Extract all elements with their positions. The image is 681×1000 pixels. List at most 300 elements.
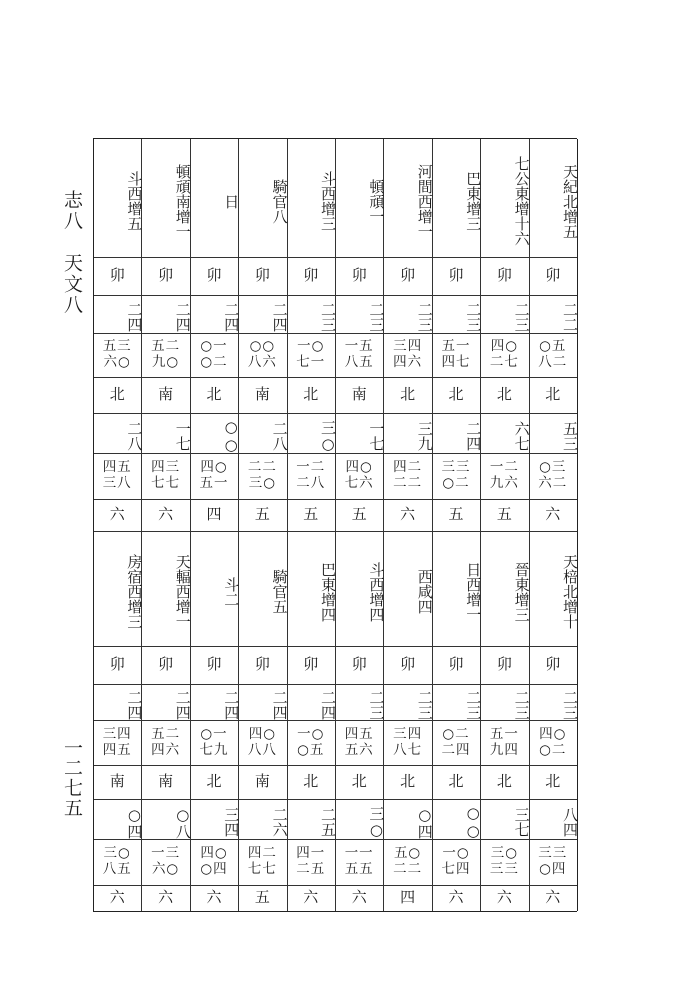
cell-dir-text: 北 (303, 772, 319, 791)
cell-time (335, 257, 383, 295)
cell-mag-text: 六 (158, 888, 174, 907)
cell-mag (335, 885, 383, 911)
cell-star (529, 139, 577, 257)
cell-min-line: 九四 (489, 741, 519, 758)
cell-lat-min (529, 453, 577, 499)
cell-deg (287, 684, 335, 720)
cell-star (383, 531, 434, 646)
cell-deg-text: 二四 (318, 690, 337, 720)
cell-star-text: 西咸四 (415, 569, 434, 614)
cell-star-text: 斗西增四 (367, 561, 386, 622)
cell-deg-text: 二四 (125, 302, 144, 332)
cell-time (93, 257, 141, 295)
cell-min-line: 一五 (344, 338, 374, 355)
cell-lat-deg-text: 二五 (318, 807, 337, 837)
cell-dir (238, 765, 286, 799)
cell-mag-text: 六 (400, 505, 416, 524)
cell-lat-deg (480, 413, 531, 453)
cell-min (141, 333, 189, 377)
cell-time (141, 257, 189, 295)
cell-min-line: ○一 (200, 338, 228, 355)
cell-deg-text: 二三 (560, 690, 579, 720)
cell-lat-deg-text: 八四 (560, 807, 579, 837)
cell-lat-min-line: 一二 (296, 459, 326, 476)
cell-lat-min-line: 三三 (489, 861, 519, 877)
cell-min (190, 333, 238, 377)
cell-deg-text: 二三 (367, 302, 386, 332)
cell-dir (383, 765, 431, 799)
cell-star (238, 139, 289, 257)
cell-min-line: 五二 (151, 725, 181, 742)
cell-lat-deg-text: 六七 (512, 421, 531, 451)
cell-time-text: 卯 (158, 655, 174, 674)
cell-mag-text: 六 (545, 888, 561, 907)
cell-min-line: 九○ (151, 354, 180, 370)
cell-dir (432, 377, 480, 413)
cell-deg-text: 二三 (512, 302, 531, 332)
cell-deg-text: 二四 (173, 690, 192, 720)
cell-min (529, 720, 577, 765)
cell-star-text: 河間西增一 (415, 163, 434, 239)
cell-min (190, 720, 238, 765)
cell-dir-text: 北 (206, 772, 222, 791)
cell-lat-deg-text: 二八 (270, 421, 289, 451)
cell-star-text: 斗西增五 (125, 171, 144, 231)
cell-mag-text: 五 (448, 505, 464, 524)
cell-dir-text: 北 (400, 385, 416, 404)
cell-time-text: 卯 (254, 266, 270, 285)
cell-lat-min (529, 839, 577, 885)
cell-deg (480, 295, 531, 333)
cell-lat-deg-text: 二四 (464, 421, 483, 451)
cell-deg-text: 二四 (270, 690, 289, 720)
cell-min-line: 八五 (344, 354, 374, 370)
cell-deg (238, 295, 289, 333)
cell-time (238, 257, 286, 295)
cell-min (141, 720, 189, 765)
cell-lat-deg-text: 三九 (415, 421, 434, 451)
cell-deg-text: 二三 (512, 690, 531, 720)
cell-mag-text: 六 (109, 888, 125, 907)
cell-lat-min-line: 一三 (151, 845, 181, 862)
cell-dir-text: 北 (206, 385, 222, 404)
cell-lat-min (335, 453, 383, 499)
cell-min-line: 四五 (344, 725, 374, 742)
cell-lat-deg-text: ○○ (222, 418, 241, 454)
cell-star (190, 139, 241, 257)
cell-mag-text: 六 (158, 505, 174, 524)
cell-star (432, 531, 483, 646)
cell-mag-text: 六 (448, 888, 464, 907)
cell-time-text: 卯 (545, 266, 561, 285)
cell-time (529, 646, 577, 684)
cell-deg (287, 295, 335, 333)
cell-min-line: 二七 (489, 354, 519, 370)
cell-star-text: 天紀北增五 (560, 163, 579, 239)
cell-lat-deg (480, 799, 531, 839)
cell-min-line: 五二 (151, 338, 181, 355)
cell-time-text: 卯 (303, 655, 319, 674)
cell-lat-min-line: 四一 (296, 845, 326, 862)
page-number: 一二七五 (61, 738, 83, 818)
cell-star-text: 斗西增三 (318, 171, 337, 231)
column-divider (577, 139, 578, 911)
cell-dir-text: 南 (109, 772, 125, 791)
cell-lat-deg (335, 413, 386, 453)
cell-mag-text: 四 (206, 505, 222, 524)
cell-min (383, 720, 431, 765)
cell-star (141, 139, 192, 257)
cell-min (335, 720, 383, 765)
cell-deg (383, 295, 434, 333)
cell-dir (141, 765, 189, 799)
cell-lat-min-line: 四二 (393, 459, 423, 476)
cell-mag (287, 499, 335, 531)
cell-dir-text: 南 (351, 385, 367, 404)
cell-min-line: 六○ (103, 354, 131, 370)
cell-lat-deg-text: ○四 (125, 805, 144, 839)
cell-deg-text: 二四 (173, 302, 192, 332)
cell-star (480, 531, 531, 646)
chapter-title: 志八 天文八 (61, 190, 83, 316)
cell-star-text: 天輻西增一 (173, 554, 192, 629)
cell-lat-min-line: 二二 (247, 459, 277, 476)
cell-lat-deg-text: ○○ (464, 804, 483, 840)
cell-time-text: 卯 (206, 655, 222, 674)
cell-star (383, 139, 434, 257)
cell-mag-text: 五 (303, 505, 319, 524)
cell-deg (238, 684, 289, 720)
cell-lat-min (335, 839, 383, 885)
cell-mag (93, 499, 141, 531)
cell-lat-min-line: ○二 (442, 475, 470, 491)
cell-lat-min-line: 五一 (199, 475, 229, 491)
cell-deg (529, 684, 577, 720)
cell-star (287, 139, 335, 257)
cell-deg-text: 二三 (318, 302, 337, 332)
cell-time (287, 257, 335, 295)
cell-min-line: 五一 (441, 338, 471, 355)
cell-time-text: 卯 (496, 266, 512, 285)
cell-time (190, 646, 238, 684)
cell-time (141, 646, 189, 684)
cell-time-text: 卯 (351, 655, 367, 674)
cell-lat-min-line: 三三 (538, 845, 568, 862)
cell-lat-deg (383, 799, 434, 839)
cell-mag-text: 四 (400, 888, 416, 907)
cell-mag (238, 499, 286, 531)
cell-lat-deg-text: 三七 (512, 807, 531, 837)
cell-min-line: ○一 (200, 725, 228, 742)
cell-star-text: 巴東增四 (318, 561, 337, 622)
cell-min (432, 333, 480, 377)
cell-deg (432, 295, 483, 333)
cell-star (93, 139, 144, 257)
cell-star-text: 頓頑一 (367, 178, 386, 224)
cell-min-line: 八八 (247, 741, 277, 758)
cell-dir-text: 北 (303, 385, 319, 404)
cell-lat-deg (93, 413, 144, 453)
cell-mag (335, 499, 383, 531)
cell-lat-deg (383, 413, 434, 453)
cell-time-text: 卯 (545, 655, 561, 674)
cell-min-line: 四○ (490, 338, 519, 355)
cell-lat-deg-text: 一七 (173, 421, 192, 451)
cell-mag-text: 五 (254, 888, 270, 907)
cell-dir (287, 765, 335, 799)
cell-lat-min-line: 四二 (247, 845, 277, 862)
cell-mag (287, 885, 335, 911)
cell-star-text: 七公東增十六 (512, 156, 531, 246)
cell-lat-min (287, 453, 335, 499)
cell-star (190, 531, 241, 646)
cell-lat-min-line: 二八 (296, 475, 326, 491)
cell-time-text: 卯 (351, 266, 367, 285)
cell-mag (141, 499, 189, 531)
cell-time-text: 卯 (496, 655, 512, 674)
cell-min-line: 四○ (248, 725, 277, 742)
cell-deg-text: 二三 (415, 302, 434, 332)
cell-time-text: 卯 (109, 655, 125, 674)
cell-deg (480, 684, 531, 720)
cell-lat-min-line: 七六 (344, 475, 374, 491)
cell-mag-text: 六 (303, 888, 319, 907)
cell-dir-text: 北 (496, 772, 512, 791)
cell-lat-min-line: 二五 (296, 861, 326, 877)
cell-lat-min-line: 五○ (393, 845, 422, 862)
cell-dir (335, 765, 383, 799)
cell-mag (480, 885, 528, 911)
cell-min-line: 八六 (247, 354, 277, 370)
cell-lat-min (190, 453, 238, 499)
cell-lat-min-line: 八五 (102, 861, 132, 877)
cell-mag (480, 499, 528, 531)
cell-mag (141, 885, 189, 911)
cell-lat-min-line: 四○ (200, 459, 228, 476)
cell-dir (238, 377, 286, 413)
cell-mag (529, 499, 577, 531)
cell-min (383, 333, 431, 377)
cell-star-text: 晉東增三 (512, 561, 531, 622)
cell-min-line: 四六 (151, 741, 181, 758)
cell-lat-min-line: 三三 (441, 459, 471, 476)
cell-lat-min-line: 二二 (393, 861, 423, 877)
cell-lat-min-line: ○三 (539, 459, 567, 476)
cell-time (383, 257, 431, 295)
cell-time-text: 卯 (448, 266, 464, 285)
cell-mag (383, 885, 431, 911)
cell-mag-text: 六 (109, 505, 125, 524)
cell-dir (480, 377, 528, 413)
cell-time (480, 257, 528, 295)
cell-min-line: 三四 (393, 338, 423, 355)
cell-min-line: 四○ (539, 725, 567, 742)
cell-dir (529, 765, 577, 799)
cell-deg-text: 二四 (222, 302, 241, 332)
cell-lat-min (141, 839, 189, 885)
cell-mag-text: 五 (496, 505, 512, 524)
cell-star (432, 139, 483, 257)
cell-deg (529, 295, 577, 333)
cell-lat-min (480, 839, 528, 885)
cell-dir-text: 北 (448, 772, 464, 791)
cell-time-text: 卯 (303, 266, 319, 285)
cell-dir (383, 377, 431, 413)
cell-min (287, 720, 335, 765)
cell-lat-min (238, 453, 286, 499)
cell-dir (432, 765, 480, 799)
cell-min-line: 四五 (102, 741, 132, 758)
cell-dir-text: 南 (254, 385, 270, 404)
cell-lat-min-line: 一一 (344, 845, 374, 862)
cell-star (480, 139, 531, 257)
cell-lat-min-line: 三○ (248, 475, 277, 491)
cell-lat-min (480, 453, 528, 499)
cell-time-text: 卯 (254, 655, 270, 674)
star-catalog-table (93, 138, 577, 912)
cell-deg-text: 二四 (270, 302, 289, 332)
cell-deg (432, 684, 483, 720)
cell-time-text: 卯 (400, 266, 416, 285)
cell-min-line: 四六 (393, 354, 423, 370)
cell-lat-min (432, 453, 480, 499)
cell-min (93, 720, 141, 765)
cell-lat-deg-text: 二六 (270, 807, 289, 837)
cell-min (93, 333, 141, 377)
cell-lat-deg (141, 413, 192, 453)
cell-mag (190, 885, 238, 911)
cell-min-line: 三四 (393, 725, 423, 742)
cell-star (287, 531, 335, 646)
cell-dir (480, 765, 528, 799)
cell-dir-text: 北 (351, 772, 367, 791)
cell-min-line: 一○ (297, 338, 325, 355)
cell-lat-deg (335, 799, 386, 839)
cell-time (432, 257, 480, 295)
cell-star-text: 騎官五 (270, 569, 289, 614)
cell-star-text: 騎官八 (270, 178, 289, 224)
cell-star-text: 巴東增三 (464, 171, 483, 231)
cell-min-line: ○二 (442, 725, 470, 742)
cell-dir (190, 377, 238, 413)
cell-lat-deg-text: ○四 (415, 805, 434, 839)
cell-lat-deg (529, 799, 577, 839)
cell-dir (93, 377, 141, 413)
cell-deg-text: 二四 (222, 690, 241, 720)
cell-lat-min-line: 一二 (489, 459, 519, 476)
cell-deg (141, 295, 192, 333)
cell-dir (190, 765, 238, 799)
cell-min-line: 八二 (538, 354, 568, 370)
cell-time (432, 646, 480, 684)
cell-deg (141, 684, 192, 720)
cell-dir (287, 377, 335, 413)
cell-min-line: 五六 (344, 741, 374, 758)
cell-dir-text: 南 (254, 772, 270, 791)
cell-lat-deg (529, 413, 577, 453)
cell-dir-text: 北 (448, 385, 464, 404)
cell-star (335, 139, 386, 257)
cell-time (93, 646, 141, 684)
cell-lat-deg-text: ○八 (173, 805, 192, 839)
cell-lat-deg (141, 799, 192, 839)
cell-lat-min-line: 五五 (344, 861, 374, 877)
cell-lat-min (190, 839, 238, 885)
cell-lat-min (432, 839, 480, 885)
cell-mag-text: 六 (351, 888, 367, 907)
cell-lat-min-line: 七七 (247, 861, 277, 877)
cell-lat-min-line: 四○ (200, 845, 228, 862)
cell-star-text: 日 (222, 193, 241, 209)
cell-min-line: ○○ (249, 338, 276, 355)
cell-min (480, 333, 528, 377)
cell-lat-deg (93, 799, 144, 839)
cell-lat-deg-text: 三○ (367, 805, 386, 839)
cell-mag-text: 六 (496, 888, 512, 907)
cell-lat-min (141, 453, 189, 499)
cell-lat-deg-text: 三○ (318, 419, 337, 453)
cell-lat-min-line: 三○ (103, 845, 131, 862)
cell-star-text: 日西增一 (464, 561, 483, 622)
cell-lat-min-line: 四五 (102, 459, 132, 476)
cell-min (529, 333, 577, 377)
cell-min (480, 720, 528, 765)
cell-min (287, 333, 335, 377)
cell-time (480, 646, 528, 684)
cell-min (238, 720, 286, 765)
cell-time (238, 646, 286, 684)
cell-dir-text: 北 (496, 385, 512, 404)
cell-min-line: 七九 (199, 741, 229, 758)
cell-dir (335, 377, 383, 413)
cell-lat-min (93, 453, 141, 499)
cell-lat-deg-text: 三四 (222, 807, 241, 837)
cell-star-text: 斗二 (222, 576, 241, 607)
cell-dir-text: 北 (109, 385, 125, 404)
cell-deg (93, 295, 144, 333)
cell-time-text: 卯 (400, 655, 416, 674)
cell-lat-min (383, 839, 431, 885)
cell-deg (383, 684, 434, 720)
cell-min-line: 五一 (489, 725, 519, 742)
cell-lat-min-line: 三○ (490, 845, 519, 862)
cell-lat-min-line: 六二 (538, 475, 568, 491)
cell-time (383, 646, 431, 684)
cell-star (93, 531, 144, 646)
cell-deg (335, 684, 386, 720)
cell-mag (190, 499, 238, 531)
cell-star-text: 頓頑南增一 (173, 163, 192, 239)
cell-star-text: 天棓北增十 (560, 554, 579, 629)
cell-mag (529, 885, 577, 911)
cell-lat-min-line: 三八 (102, 475, 132, 491)
cell-deg-text: 二三 (367, 690, 386, 720)
cell-lat-min (93, 839, 141, 885)
cell-lat-deg (190, 413, 241, 454)
cell-star-text: 房宿西增三 (125, 554, 144, 629)
cell-time (287, 646, 335, 684)
cell-mag-text: 六 (206, 888, 222, 907)
cell-lat-deg-text: 五三 (560, 421, 579, 451)
cell-lat-deg (238, 413, 289, 453)
cell-lat-deg (432, 799, 483, 840)
cell-mag-text: 六 (545, 505, 561, 524)
cell-lat-deg (287, 413, 335, 453)
cell-deg-text: 二三 (415, 690, 434, 720)
cell-min (432, 720, 480, 765)
cell-dir-text: 北 (545, 385, 561, 404)
cell-min (335, 333, 383, 377)
